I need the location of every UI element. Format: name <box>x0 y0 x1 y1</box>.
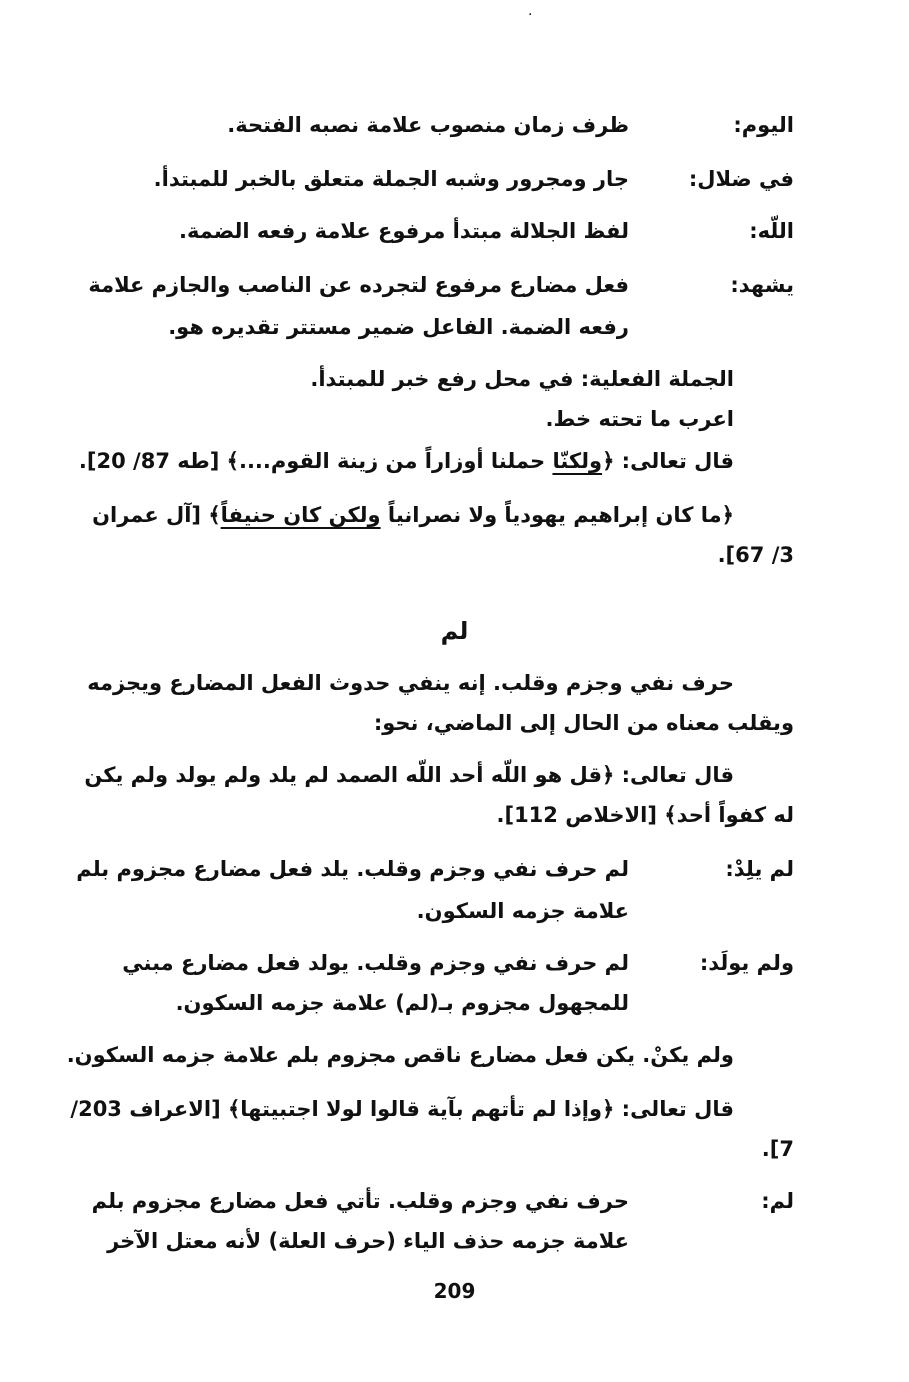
desc-fi-dalal: جار ومجرور وشبه الجملة متعلق بالخبر للمبتدأ. <box>153 167 629 191</box>
desc-lam-2: علامة جزمه حذف الياء (حرف العلة) لأنه معتل الآخر <box>107 1229 629 1253</box>
desc-lam-1: حرف نفي وجزم وقلب. تأتي فعل مضارع مجزوم بلم <box>91 1189 629 1213</box>
desc-yashhad-1: فعل مضارع مرفوع لتجرده عن الناصب والجازم علامة <box>88 273 629 297</box>
quote-taha: قال تعالى: ﴿ولكنّا حملنا أوزاراً من زينة القوم....﴾ [طه 87/ 20]. <box>78 449 734 473</box>
quote-ikhlas-2: له كفواً أحد﴾ [الاخلاص 112]. <box>496 803 794 827</box>
term-lam-yalid: لم يلِدْ: <box>725 857 794 881</box>
desc-lam-yulad-1: لم حرف نفي وجزم وقلب. يولد فعل مضارع مبني <box>122 951 629 975</box>
underlined-phrase: ولكن كان حنيفاً <box>220 503 381 527</box>
jumla-line: الجملة الفعلية: في محل رفع خبر للمبتدأ. <box>310 367 734 391</box>
term-allah: اللّه: <box>749 219 794 243</box>
term-yashhad: يشهد: <box>730 273 794 297</box>
irab-instruction: اعرب ما تحته خط. <box>545 407 734 431</box>
top-dot: . <box>528 3 533 19</box>
term-alyawm: اليوم: <box>733 113 794 137</box>
intro-line-1: حرف نفي وجزم وقلب. إنه ينفي حدوث الفعل المضارع ويجزمه <box>87 671 734 695</box>
underlined-phrase: ولكنّا <box>552 449 603 473</box>
page-number: 209 <box>433 1279 476 1303</box>
quote-al-imran-ref: 3/ 67]. <box>717 543 794 567</box>
quote-al-imran: ﴿ما كان إبراهيم يهودياً ولا نصرانياً ولكن كان حنيفاً﴾ [آل عمران <box>92 503 734 527</box>
desc-lam-yalid-1: لم حرف نفي وجزم وقلب. يلد فعل مضارع مجزوم بلم <box>76 857 629 881</box>
yakun-line: ولم يكنْ. يكن فعل مضارع ناقص مجزوم بلم علامة جزمه السكون. <box>66 1043 734 1067</box>
term-lam-yulad: ولم يولَد: <box>699 951 794 975</box>
intro-line-2: ويقلب معناه من الحال إلى الماضي، نحو: <box>373 711 794 735</box>
desc-yashhad-2: رفعه الضمة. الفاعل ضمير مستتر تقديره هو. <box>168 315 629 339</box>
section-heading: لم <box>440 617 469 645</box>
quote-araf-2: 7]. <box>761 1137 794 1161</box>
desc-lam-yalid-2: علامة جزمه السكون. <box>416 899 629 923</box>
desc-allah: لفظ الجلالة مبتدأ مرفوع علامة رفعه الضمة. <box>179 219 629 243</box>
term-fi-dalal: في ضلال: <box>688 167 794 191</box>
term-lam: لم: <box>761 1189 794 1213</box>
quote-ikhlas-1: قال تعالى: ﴿قل هو اللّه أحد اللّه الصمد لم يلد ولم يولد ولم يكن <box>84 763 734 787</box>
desc-alyawm: ظرف زمان منصوب علامة نصبه الفتحة. <box>227 113 629 137</box>
quote-araf-1: قال تعالى: ﴿وإذا لم تأتهم بآية قالوا لولا اجتبيتها﴾ [الاعراف 203/ <box>70 1097 734 1121</box>
desc-lam-yulad-2: للمجهول مجزوم بـ(لم) علامة جزمه السكون. <box>175 991 629 1015</box>
